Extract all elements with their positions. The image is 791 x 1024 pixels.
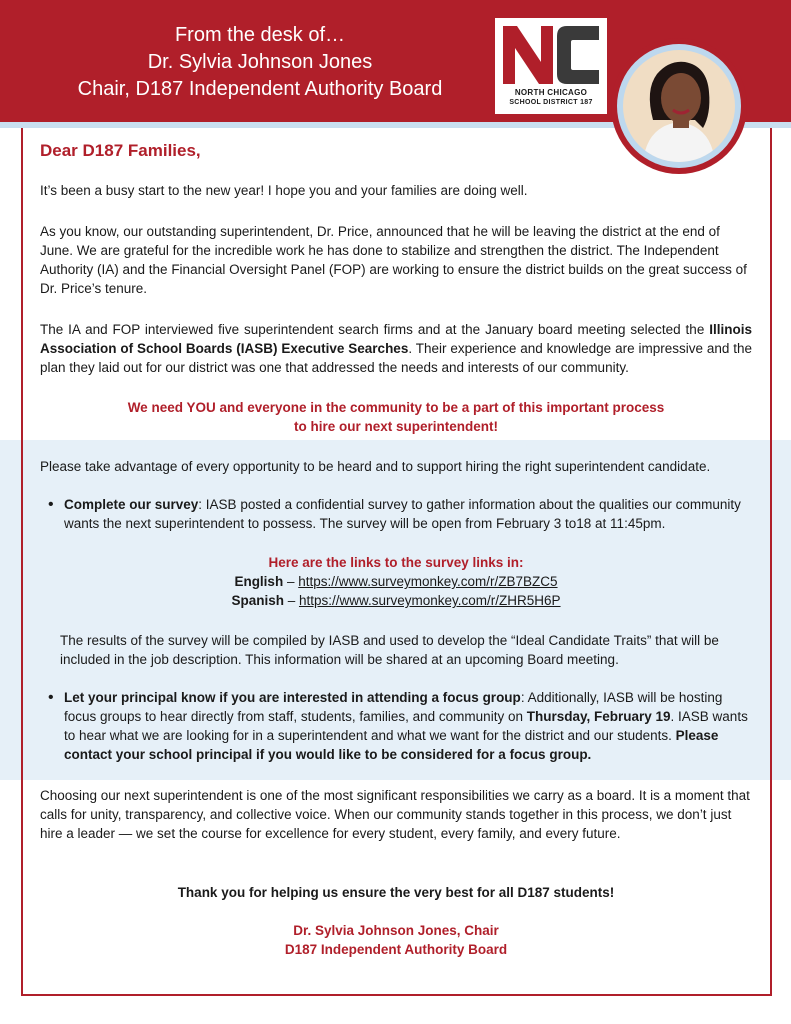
spanish-label: Spanish: [231, 593, 284, 608]
band-intro: Please take advantage of every opportunity to be heard and to support hiring the right superintendent candidate.: [40, 459, 711, 474]
survey-heading: Complete our survey: [64, 497, 199, 512]
english-link-line: [40, 572, 752, 591]
thank-you-line: Thank you for helping us ensure the very best for all D187 students!: [177, 885, 615, 900]
logo-text-line-2: SCHOOL DISTRICT 187: [509, 99, 593, 106]
header-line-2: Dr. Sylvia Johnson Jones: [147, 51, 373, 73]
focus-group-text-a: : Additionally, IASB will be hosting focus groups to hear directly from staff, students, families, and community on: [64, 690, 723, 724]
portrait-photo: [617, 44, 741, 168]
bullet-survey: •: [48, 496, 54, 513]
district-logo: [495, 18, 607, 114]
callout-line-1: We need YOU and everyone in the community to be a part of this important process: [127, 400, 665, 415]
survey-paragraph: [64, 495, 754, 533]
spanish-link-line: [40, 591, 752, 610]
survey-links-heading: Here are the links to the survey links in:: [268, 555, 524, 570]
english-label: English: [234, 574, 284, 589]
header-title: [40, 22, 480, 103]
paragraph-search-firm-text-b: . Their experience and knowledge are impressive and the plan they laid out for our district was one that addressed the needs and interests of our community.: [40, 341, 752, 375]
spanish-survey-link[interactable]: https://www.surveymonkey.com/r/ZHR5H6P: [298, 593, 561, 608]
callout-line-2: to hire our next superintendent!: [293, 419, 498, 434]
nc-logo-mark: [501, 24, 601, 86]
portrait-frame: [611, 38, 747, 174]
signature-name: Dr. Sylvia Johnson Jones, Chair: [293, 923, 499, 938]
survey-results-paragraph: The results of the survey will be compiled by IASB and used to develop the “Ideal Candidate Traits” that will be included in the job description. This information will be shared at an upcoming Board meeting.: [60, 633, 719, 667]
logo-text-line-1: NORTH CHICAGO: [514, 88, 588, 97]
focus-group-date: Thursday, February 19: [526, 709, 671, 724]
focus-group-contact: Please contact your school principal if you would like to be considered for a focus group.: [64, 728, 719, 762]
paragraph-superintendent-departure: As you know, our outstanding superintendent, Dr. Price, announced that he will be leaving the district at the end of June. We are grateful for the incredible work he has done to stabilize and strengthen the district. The Independent Authority (IA) and the Financial Oversight Panel (FOP) are working to ensure the district builds on the great success of Dr. Price’s tenure.: [40, 224, 747, 296]
header-line-3: Chair, D187 Independent Authority Board: [77, 78, 443, 100]
signature-title: D187 Independent Authority Board: [284, 942, 508, 957]
focus-group-text-b: . IASB wants to hear what we are looking for in a superintendent and what we want for the district and our students.: [64, 709, 748, 743]
survey-text: : IASB posted a confidential survey to gather information about the qualities our community wants the next superintendent to possess. The survey will be open from February 3 to18 at 11:45pm.: [64, 497, 741, 531]
english-survey-link[interactable]: https://www.surveymonkey.com/r/ZB7BZC5: [298, 574, 558, 589]
closing-paragraph: Choosing our next superintendent is one of the most significant responsibilities we carry as a board. It is a moment that calls for unity, transparency, and collective voice. When our community stands together in this process, we don’t just hire a leader — we set the course for excellence for every student, every family, and every future.: [40, 788, 750, 841]
focus-group-paragraph: [64, 688, 754, 764]
iasb-firm-name: Illinois Association of School Boards (IASB) Executive Searches: [40, 322, 752, 356]
bullet-focus-group: •: [48, 689, 54, 706]
english-separator: –: [283, 574, 299, 589]
spanish-separator: –: [283, 593, 299, 608]
portrait-image: [623, 50, 735, 162]
paragraph-search-firm-text-a: The IA and FOP interviewed five superintendent search firms and at the January board meeting selected the: [40, 322, 710, 337]
focus-group-heading: Let your principal know if you are interested in attending a focus group: [64, 690, 521, 705]
paragraph-intro: It’s been a busy start to the new year! I hope you and your families are doing well.: [40, 183, 528, 198]
paragraph-search-firm: [40, 320, 752, 377]
header-line-1: From the desk of…: [174, 24, 346, 46]
letter-greeting: Dear D187 Families,: [40, 141, 201, 160]
